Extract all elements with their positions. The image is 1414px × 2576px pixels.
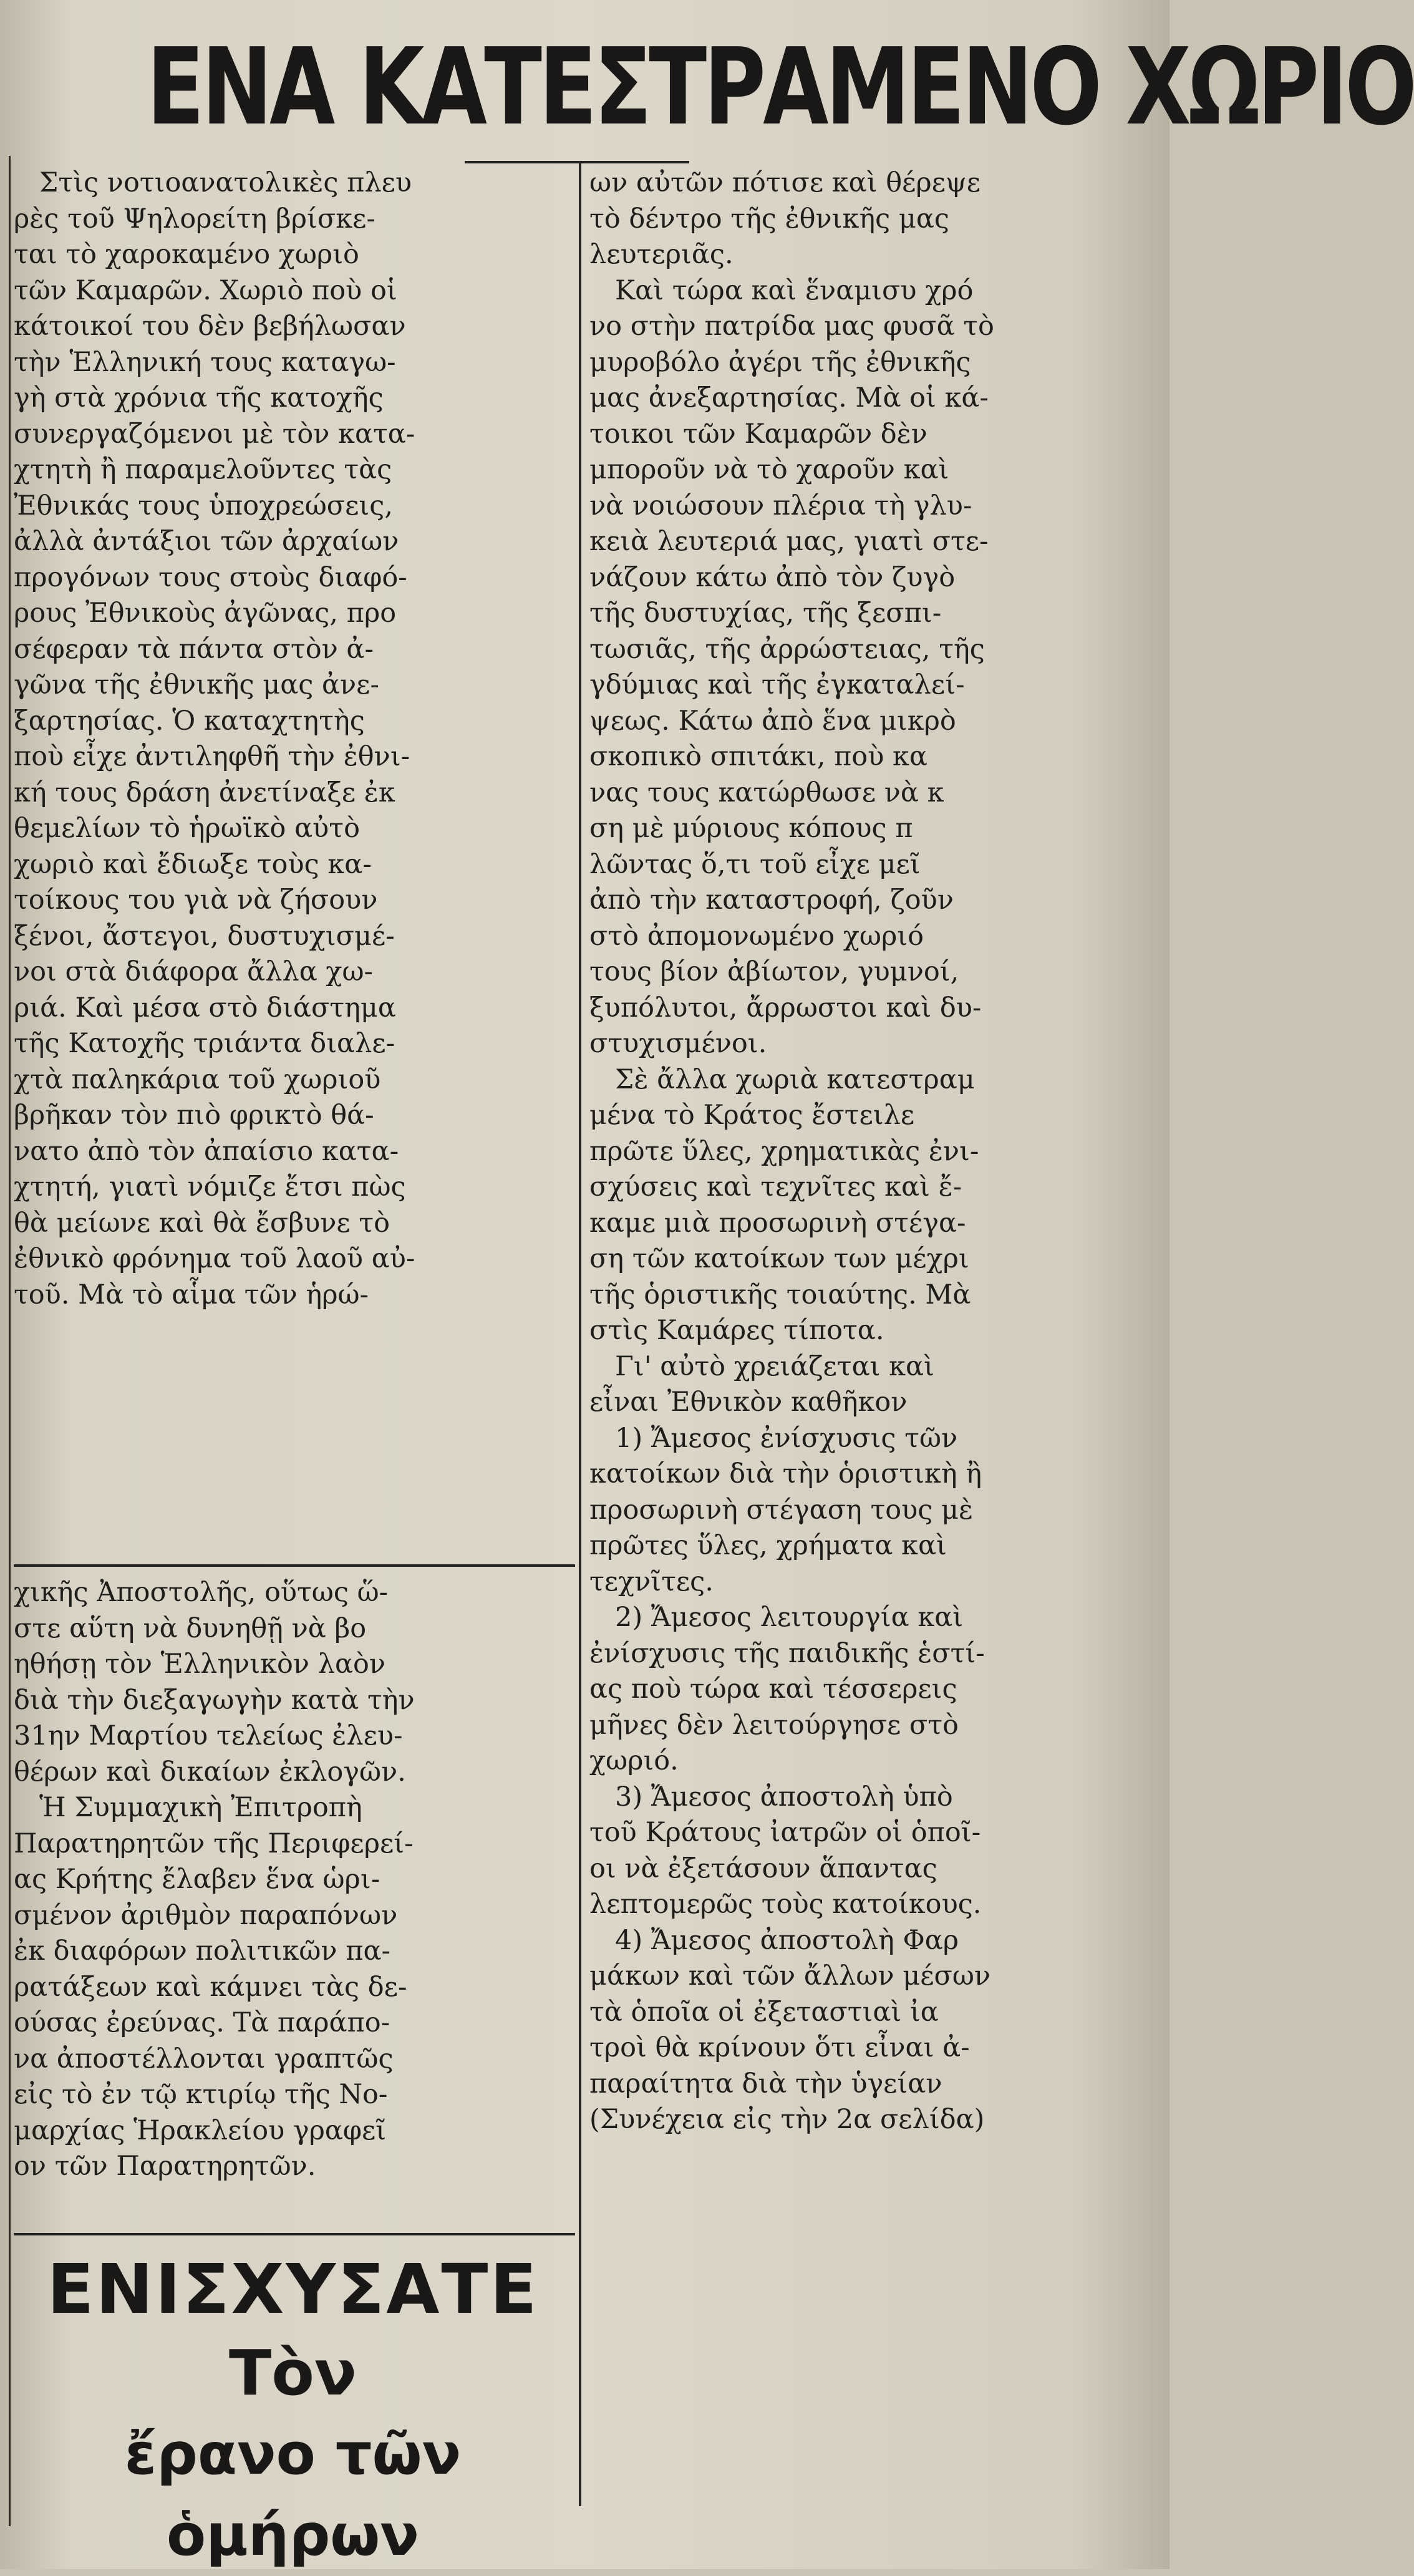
text-line: ση τῶν κατοίκων των μέχρι — [589, 1243, 969, 1274]
text-line: τὸ δέντρο τῆς ἐθνικῆς μας — [589, 203, 949, 235]
text-line: ἀλλὰ ἀντάξιοι τῶν ἀρχαίων — [14, 526, 399, 557]
text-line: χικῆς Ἀποστολῆς, οὕτως ὥ- — [14, 1577, 389, 1608]
text-line: τοῦ Κράτους ἰατρῶν οἱ ὁποῖ- — [589, 1817, 981, 1848]
text-line: Στὶς νοτιοανατολικὲς πλευ — [14, 167, 412, 198]
text-line: ψεως. Κάτω ἀπὸ ἕνα μικρὸ — [589, 705, 956, 737]
text-line: τῆς ὁριστικῆς τοιαύτης. Μὰ — [589, 1279, 971, 1310]
text-line: 4) Ἄμεσος ἀποστολὴ Φαρ — [589, 1924, 959, 1956]
right-column — [589, 165, 1154, 2523]
text-line: ἀπὸ τὴν καταστροφή, ζοῦν — [589, 884, 954, 916]
advert-line-3: ἔρανο τῶν ὁμήρων — [124, 2421, 462, 2569]
text-line: θέρων καὶ δικαίων ἐκλογῶν. — [14, 1756, 406, 1788]
text-line: εἶναι Ἐθνικὸν καθῆκον — [589, 1387, 908, 1418]
text-line: να ἀποστέλλονται γραπτῶς — [14, 2043, 394, 2075]
text-line: Παρατηρητῶν τῆς Περιφερεί- — [14, 1828, 414, 1859]
article-headline: ΕΝΑ ΚΑΤΕΣΤΡΑΜΕΝΟ ΧΩΡΙΟ — [147, 26, 1414, 149]
text-line: χτητὴ ἢ παραμελοῦντες τὰς — [14, 454, 392, 485]
left-border-rule — [9, 156, 11, 2526]
text-line: ξαρτησίας. Ὁ καταχτητὴς — [14, 705, 365, 737]
text-line: γῶνα τῆς ἐθνικῆς μας ἀνε- — [14, 669, 379, 700]
text-line: (Συνέχεια εἰς τὴν 2α σελίδα) — [589, 2104, 985, 2135]
text-line: τροὶ θὰ κρίνουν ὅτι εἶναι ἀ- — [589, 2032, 970, 2063]
text-line: τῶν Καμαρῶν. Χωριὸ ποὺ οἱ — [14, 274, 397, 306]
text-line: ρὲς τοῦ Ψηλορείτη βρίσκε- — [14, 203, 375, 235]
text-line: ούσας ἐρεύνας. Τὰ παράπο- — [14, 2007, 390, 2038]
text-line: διὰ τὴν διεξαγωγὴν κατὰ τὴν — [14, 1684, 415, 1716]
text-line: πρῶτες ὕλες, χρήματα καὶ — [589, 1530, 947, 1561]
text-line: τὰ ὁποῖα οἱ ἐξεταστιαὶ ἰα — [589, 1996, 939, 2028]
text-line: ἐνίσχυσις τῆς παιδικῆς ἑστί- — [589, 1637, 985, 1669]
advert-separator — [14, 2233, 575, 2235]
text-line: νὰ νοιώσουν πλέρια τὴ γλυ- — [589, 490, 972, 521]
column-divider — [579, 161, 581, 2506]
text-line: Καὶ τώρα καὶ ἕναμισυ χρό — [589, 274, 974, 306]
text-line: Σὲ ἄλλα χωριὰ κατεστραμ — [589, 1063, 975, 1095]
text-line: νο στὴν πατρίδα μας φυσᾶ τὸ — [589, 311, 994, 342]
left-column-separator — [14, 1564, 575, 1567]
text-line: ξένοι, ἄστεγοι, δυστυχισμέ- — [14, 920, 395, 952]
text-line: τωσιᾶς, τῆς ἀρρώστειας, τῆς — [589, 633, 985, 665]
headline-rule — [465, 161, 689, 163]
text-line: στυχισμένοι. — [589, 1028, 767, 1059]
text-line: ρους Ἐθνικοὺς ἀγῶνας, προ — [14, 598, 397, 629]
text-line: ρατάξεων καὶ κάμνει τὰς δε- — [14, 1971, 407, 2003]
text-line: εἰς τὸ ἐν τῷ κτιρίῳ τῆς Νο- — [14, 2079, 388, 2110]
text-line: τὴν Ἑλληνική τους καταγω- — [14, 346, 396, 378]
text-line: τεχνῖτες. — [589, 1566, 714, 1597]
text-line: Ἐθνικάς τους ὑποχρεώσεις, — [14, 490, 394, 521]
text-line: γὴ στὰ χρόνια τῆς κατοχῆς — [14, 382, 384, 414]
text-line: χωριό. — [589, 1745, 679, 1776]
text-line: λῶντας ὅ,τι τοῦ εἶχε μεῖ — [589, 848, 921, 880]
text-line: κάτοικοί του δὲν βεβήλωσαν — [14, 311, 406, 342]
donation-advert — [14, 2245, 572, 2569]
text-line: παραίτητα διὰ τὴν ὑγείαν — [589, 2068, 942, 2099]
text-line: κατοίκων διὰ τὴν ὁριστικὴ ἢ — [589, 1458, 982, 1489]
text-line: θὰ μείωνε καὶ θὰ ἔσβυνε τὸ — [14, 1207, 390, 1239]
text-line: νατο ἀπὸ τὸν ἀπαίσιο κατα- — [14, 1135, 399, 1167]
text-line: 1) Ἄμεσος ἐνίσχυσις τῶν — [589, 1422, 958, 1454]
text-line: ται τὸ χαροκαμένο χωριὸ — [14, 239, 359, 270]
text-line: χωριὸ καὶ ἔδιωξε τοὺς κα- — [14, 848, 372, 880]
text-line: νάζουν κάτω ἀπὸ τὸν ζυγὸ — [589, 561, 956, 593]
left-column-top — [14, 165, 572, 1562]
text-line: ποὺ εἶχε ἀντιληφθῆ τὴν ἐθνι- — [14, 741, 410, 772]
text-line: προγόνων τους στοὺς διαφό- — [14, 561, 407, 593]
text-line: σκοπικὸ σπιτάκι, ποὺ κα — [589, 741, 927, 772]
text-line: ση μὲ μύριους κόπους π — [589, 813, 913, 844]
text-line: μῆνες δὲν λειτούργησε στὸ — [589, 1709, 959, 1741]
text-line: σμένον ἀριθμὸν παραπόνων — [14, 1899, 398, 1931]
text-line: μαρχίας Ἡρακλείου γραφεῖ — [14, 2114, 387, 2146]
text-line: ον τῶν Παρατηρητῶν. — [14, 2151, 316, 2182]
text-line: προσωρινὴ στέγαση τους μὲ — [589, 1494, 974, 1526]
text-line: μποροῦν νὰ τὸ χαροῦν καὶ — [589, 454, 949, 485]
text-line: χτὰ παληκάρια τοῦ χωριοῦ — [14, 1063, 381, 1095]
text-line: 31ην Μαρτίου τελείως ἐλευ- — [14, 1720, 403, 1751]
text-line: ἐθνικὸ φρόνημα τοῦ λαοῦ αὐ- — [14, 1243, 415, 1274]
text-line: τους βίον ἀβίωτον, γυμνοί, — [589, 956, 959, 987]
text-line: θεμελίων τὸ ἡρωϊκὸ αὐτὸ — [14, 813, 360, 844]
text-line: Γι' αὐτὸ χρειάζεται καὶ — [589, 1350, 934, 1382]
text-line: κειὰ λευτεριά μας, γιατὶ στε- — [589, 526, 989, 557]
text-line: ας Κρήτης ἔλαβεν ἕνα ὡρι- — [14, 1864, 380, 1895]
text-line: ριά. Καὶ μέσα στὸ διάστημα — [14, 992, 396, 1024]
text-line: γδύμιας καὶ τῆς ἐγκαταλεί- — [589, 669, 965, 700]
text-line: λευτεριᾶς. — [589, 239, 734, 270]
text-line: ηθήσῃ τὸν Ἑλληνικὸν λαὸν — [14, 1649, 386, 1680]
text-line: 2) Ἄμεσος λειτουργία καὶ — [589, 1602, 964, 1633]
text-line: μένα τὸ Κράτος ἔστειλε — [589, 1100, 915, 1131]
advert-line-1: ΕΝΙΣΧΥΣΑΤΕ — [47, 2249, 539, 2329]
text-line: νοι στὰ διάφορα ἄλλα χω- — [14, 956, 374, 987]
advert-line-2: Τὸν — [228, 2336, 357, 2409]
text-line: στε αὕτη νὰ δυνηθῇ νὰ βο — [14, 1612, 367, 1644]
text-line: οι νὰ ἐξετάσουν ἅπαντας — [589, 1852, 937, 1884]
text-line: ἐκ διαφόρων πολιτικῶν πα- — [14, 1935, 391, 1967]
text-line: χτητή, γιατὶ νόμιζε ἔτσι πὼς — [14, 1171, 406, 1203]
text-line: ας ποὺ τώρα καὶ τέσσερεις — [589, 1673, 957, 1705]
text-line: βρῆκαν τὸν πιὸ φρικτὸ θά- — [14, 1100, 374, 1131]
left-column-bottom — [14, 1575, 572, 2230]
text-line: τῆς Κατοχῆς τριάντα διαλε- — [14, 1028, 395, 1059]
text-line: μας ἀνεξαρτησίας. Μὰ οἱ κά- — [589, 382, 989, 414]
text-line: τοικοι τῶν Καμαρῶν δὲν — [589, 418, 927, 450]
text-line: πρῶτε ὕλες, χρηματικὰς ἐνι- — [589, 1135, 979, 1167]
text-line: σχύσεις καὶ τεχνῖτες καὶ ἔ- — [589, 1171, 962, 1203]
text-line: σέφεραν τὰ πάντα στὸν ἀ- — [14, 633, 374, 665]
text-line: τοίκους του γιὰ νὰ ζήσουν — [14, 884, 378, 916]
text-line: λεπτομερῶς τοὺς κατοίκους. — [589, 1889, 982, 1920]
text-line: στὶς Καμάρες τίποτα. — [589, 1315, 884, 1346]
text-line: κή τους δράση ἀνετίναξε ἐκ — [14, 777, 395, 808]
text-line: μυροβόλο ἀγέρι τῆς ἐθνικῆς — [589, 346, 971, 378]
text-line: νας τους κατώρθωσε νὰ κ — [589, 777, 944, 808]
text-line: μάκων καὶ τῶν ἄλλων μέσων — [589, 1960, 991, 1992]
text-line: τῆς δυστυχίας, τῆς ξεσπι- — [589, 598, 942, 629]
text-line: 3) Ἄμεσος ἀποστολὴ ὑπὸ — [589, 1781, 953, 1813]
text-line: ξυπόλυτοι, ἄρρωστοι καὶ δυ- — [589, 992, 982, 1024]
text-line: στὸ ἀπομονωμένο χωριό — [589, 920, 924, 952]
text-line: καμε μιὰ προσωρινὴ στέγα- — [589, 1207, 966, 1239]
text-line: ων αὐτῶν πότισε καὶ θέρεψε — [589, 167, 981, 198]
text-line: τοῦ. Μὰ τὸ αἷμα τῶν ἡρώ- — [14, 1279, 369, 1310]
text-line: Ἡ Συμμαχικὴ Ἐπιτροπὴ — [14, 1792, 362, 1823]
text-line: συνεργαζόμενοι μὲ τὸν κατα- — [14, 418, 415, 450]
